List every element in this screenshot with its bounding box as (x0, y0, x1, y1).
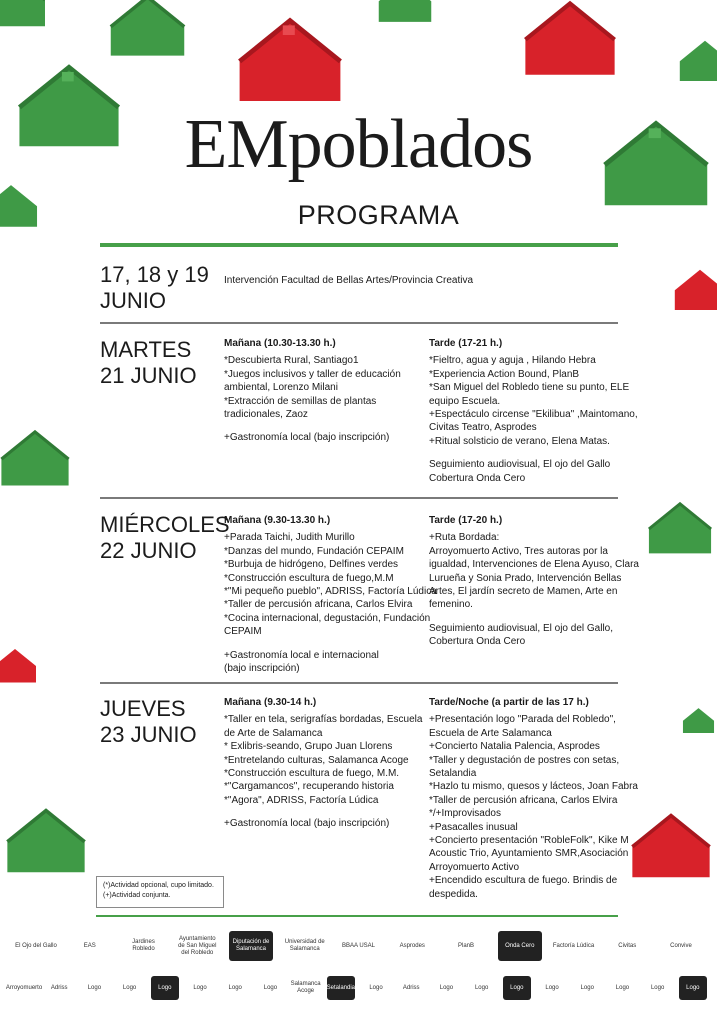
sponsor-logo: Logo (580, 984, 594, 991)
green-house-icon (0, 790, 92, 890)
morning-schedule (224, 514, 437, 675)
day-date: 21 JUNIO (100, 363, 197, 388)
schedule-line: *Hazlo tu mismo, quesos y lácteos, Joan Fabra (429, 781, 638, 793)
schedule-line: *"Cargamancos", recuperando historia (224, 781, 394, 793)
schedule-line: Artes, El jardín secreto de Mamen, Arte en (429, 586, 618, 598)
sponsor-logo: Logo (263, 984, 278, 991)
schedule-line: *"Agora", ADRISS, Factoría Lúdica (224, 794, 379, 806)
sponsor-logo: Factoría Lúdica (552, 942, 595, 949)
sponsor-logo: Setalandia (327, 976, 355, 1000)
schedule-line: *Descubierta Rural, Santiago1 (224, 355, 359, 367)
schedule-heading: Tarde (17-20 h.) (429, 515, 503, 526)
green-house-icon (643, 475, 717, 580)
sponsor-logo: Adriss (50, 984, 68, 991)
schedule-line: *Taller de percusión africana, Carlos Elvira (224, 599, 413, 611)
green-house-icon (0, 405, 75, 510)
footer-divider (96, 915, 618, 917)
day-heading (100, 337, 197, 389)
divider (100, 682, 618, 684)
schedule-line: +Ritual solsticio de verano, Elena Matas. (429, 435, 610, 447)
sponsor-logo: Diputación de Salamanca (229, 931, 273, 961)
sponsor-logos-row2 (0, 972, 717, 1004)
divider (100, 322, 618, 324)
sponsor-logo: Logo (122, 984, 137, 991)
schedule-line: +Encendido escultura de fuego. Brindis de (429, 875, 618, 887)
day-name: MIÉRCOLES (100, 512, 230, 537)
schedule-heading: Mañana (9.30-14 h.) (224, 697, 317, 708)
schedule-heading: Tarde (17-21 h.) (429, 338, 503, 349)
divider (100, 497, 618, 499)
footnote-joint: (+)Actividad conjunta. (103, 892, 171, 899)
sponsor-logo: BBAA USAL (341, 942, 376, 949)
sponsor-logo: Onda Cero (498, 931, 542, 961)
schedule-extra-line: +Gastronomía local e internacional (224, 649, 379, 661)
schedule-line: tradicionales, Zaoz (224, 409, 308, 421)
sponsor-logo: Adriss (402, 984, 420, 991)
sponsor-logo: PlanB (457, 942, 474, 949)
red-house-icon (230, 10, 350, 108)
sponsor-logo: Arroyomuerto (5, 984, 43, 991)
sponsor-logo: Logo (615, 984, 630, 991)
red-house-icon (0, 615, 40, 715)
red-house-icon (510, 0, 630, 80)
morning-schedule (224, 696, 422, 831)
schedule-line: Setalandia (429, 768, 477, 780)
page-title: EMpoblados (184, 106, 533, 183)
schedule-line: ambiental, Lorenzo Milani (224, 382, 338, 394)
sponsor-logo: Logo (369, 984, 383, 991)
header-divider (100, 243, 618, 247)
sponsor-logo: Universidad de Salamanca (284, 939, 325, 952)
green-house-icon (90, 0, 205, 60)
schedule-line: Arroyomuerto Activo, Tres autoras por la (429, 545, 608, 557)
sponsor-logo: Civitas (618, 942, 637, 949)
schedule-line: +Ruta Bordada: (429, 532, 500, 544)
sponsor-logo: Logo (193, 984, 207, 991)
sponsor-logo: Convive (670, 942, 692, 949)
schedule-line: CEPAIM (224, 626, 262, 638)
schedule-line: *Taller de percusión africana, Carlos Elvira (429, 794, 618, 806)
sponsor-logo: Ayuntamiento de San Miguel del Robledo (178, 935, 217, 956)
morning-schedule (224, 337, 401, 445)
schedule-line: +Concierto presentación "RobleFolk", Kike M (429, 835, 629, 847)
schedule-line: *Extracción de semillas de plantas (224, 395, 377, 407)
green-house-icon (675, 20, 717, 100)
green-house-icon (0, 0, 60, 30)
schedule-line: *San Miguel del Robledo tiene su punto, ELE (429, 382, 630, 394)
schedule-line: Acoustic Trio, Ayuntamiento SMR,Asociación (429, 848, 629, 860)
schedule-heading: Mañana (10.30-13.30 h.) (224, 338, 336, 349)
schedule-line: *Danzas del mundo, Fundación CEPAIM (224, 545, 404, 557)
sponsor-logo: Logo (545, 984, 559, 991)
schedule-line: +Espectáculo circense "Ekilibua" ,Maintomano, (429, 409, 638, 421)
schedule-line: Arroyomuerto Activo (429, 861, 520, 873)
red-house-icon (625, 790, 717, 900)
footnote-box (96, 876, 224, 908)
afternoon-schedule (429, 696, 638, 901)
schedule-extra-line: Cobertura Onda Cero (429, 636, 526, 648)
sponsor-logo: Jardines Robledo (132, 939, 155, 952)
schedule-extra-line: +Gastronomía local (bajo inscripción) (224, 818, 390, 830)
schedule-line: *Taller en tela, serigrafías bordadas, Escuela (224, 714, 423, 726)
day-date: 22 JUNIO (100, 538, 197, 563)
schedule-extra-line: Seguimiento audiovisual, El ojo del Gallo, (429, 622, 613, 634)
sponsor-logo: El Ojo del Gallo (15, 942, 57, 949)
sponsor-logo: Logo (439, 984, 454, 991)
schedule-line: igualdad, Intervenciones de Elena Ayuso, Clara (429, 559, 639, 571)
sponsor-logo: EAS (83, 942, 96, 949)
footnote-optional: (*)Actividad opcional, cupo limitado. (103, 882, 214, 889)
schedule-heading: Mañana (9.30-13.30 h.) (224, 515, 331, 526)
afternoon-schedule (429, 514, 639, 649)
schedule-line: *Taller y degustación de postres con setas, (429, 754, 620, 766)
sponsor-logos-row1 (0, 925, 717, 967)
schedule-extra-line: +Gastronomía local (bajo inscripción) (224, 432, 390, 444)
schedule-line: *Cocina internacional, degustación, Fundación (224, 612, 431, 624)
afternoon-schedule (429, 337, 638, 485)
schedule-line: despedida. (429, 888, 478, 900)
schedule-line: Lurueña y Sonia Prado, Intervención Bellas (429, 572, 622, 584)
schedule-line: +Presentación logo "Parada del Robledo", (429, 714, 616, 726)
schedule-line: +Concierto Natalia Palencia, Asprodes (429, 741, 600, 753)
intro-date-line1: 17, 18 y 19 (100, 262, 209, 287)
sponsor-logo: Logo (474, 984, 489, 991)
schedule-line: equipo Escuela. (429, 395, 501, 407)
sponsor-logo: Logo (503, 976, 531, 1000)
schedule-line: *Construcción escultura de fuego,M.M (224, 572, 394, 584)
day-heading (100, 512, 230, 564)
day-date: 23 JUNIO (100, 722, 197, 747)
green-house-icon (360, 0, 450, 25)
sponsor-logo: Logo (87, 984, 102, 991)
schedule-extra-line: Seguimiento audiovisual, El ojo del Gallo (429, 459, 611, 471)
day-name: JUEVES (100, 696, 186, 721)
sponsor-logo: Logo (151, 976, 179, 1000)
intro-date-line2: JUNIO (100, 288, 166, 313)
schedule-extra-line: Cobertura Onda Cero (429, 472, 526, 484)
intro-text: Intervención Facultad de Bellas Artes/Provincia Creativa (224, 275, 474, 286)
schedule-line: *Construcción escultura de fuego, M.M. (224, 768, 400, 780)
schedule-extra-line: (bajo inscripción) (224, 663, 300, 675)
schedule-line: *Entretelando culturas, Salamanca Acoge (224, 754, 409, 766)
schedule-line: *Fieltro, agua y aguja , Hilando Hebra (429, 355, 596, 367)
schedule-heading: Tarde/Noche (a partir de las 17 h.) (429, 697, 589, 708)
green-house-icon (680, 680, 717, 760)
schedule-line: */+Improvisados (429, 808, 501, 820)
schedule-line: Escuela de Arte Salamanca (429, 727, 552, 739)
red-house-icon (670, 250, 717, 328)
intro-dates (100, 262, 209, 314)
schedule-line: de Arte de Salamanca (224, 727, 323, 739)
sponsor-logo: Logo (228, 984, 242, 991)
schedule-line: *"Mi pequeño pueblo", ADRISS, Factoría Lúdica (224, 586, 437, 598)
schedule-line: *Juegos inclusivos y taller de educación (224, 368, 401, 380)
day-heading (100, 696, 197, 748)
schedule-line: *Burbuja de hidrógeno, Delfines verdes (224, 559, 398, 571)
schedule-line: femenino. (429, 599, 473, 611)
schedule-line: Civitas Teatro, Asprodes (429, 422, 537, 434)
page-subtitle: PROGRAMA (297, 200, 460, 230)
day-name: MARTES (100, 337, 192, 362)
schedule-line: +Pasacalles inusual (429, 821, 518, 833)
sponsor-logo: Salamanca Acoge (290, 981, 321, 994)
sponsor-logo: Asprodes (399, 942, 425, 949)
sponsor-logo: Logo (679, 976, 707, 1000)
schedule-line: *Experiencia Action Bound, PlanB (429, 368, 580, 380)
sponsor-logo: Logo (650, 984, 665, 991)
schedule-line: +Parada Taichi, Judith Murillo (224, 532, 355, 544)
schedule-line: * Exlibris-seando, Grupo Juan Llorens (224, 741, 393, 753)
